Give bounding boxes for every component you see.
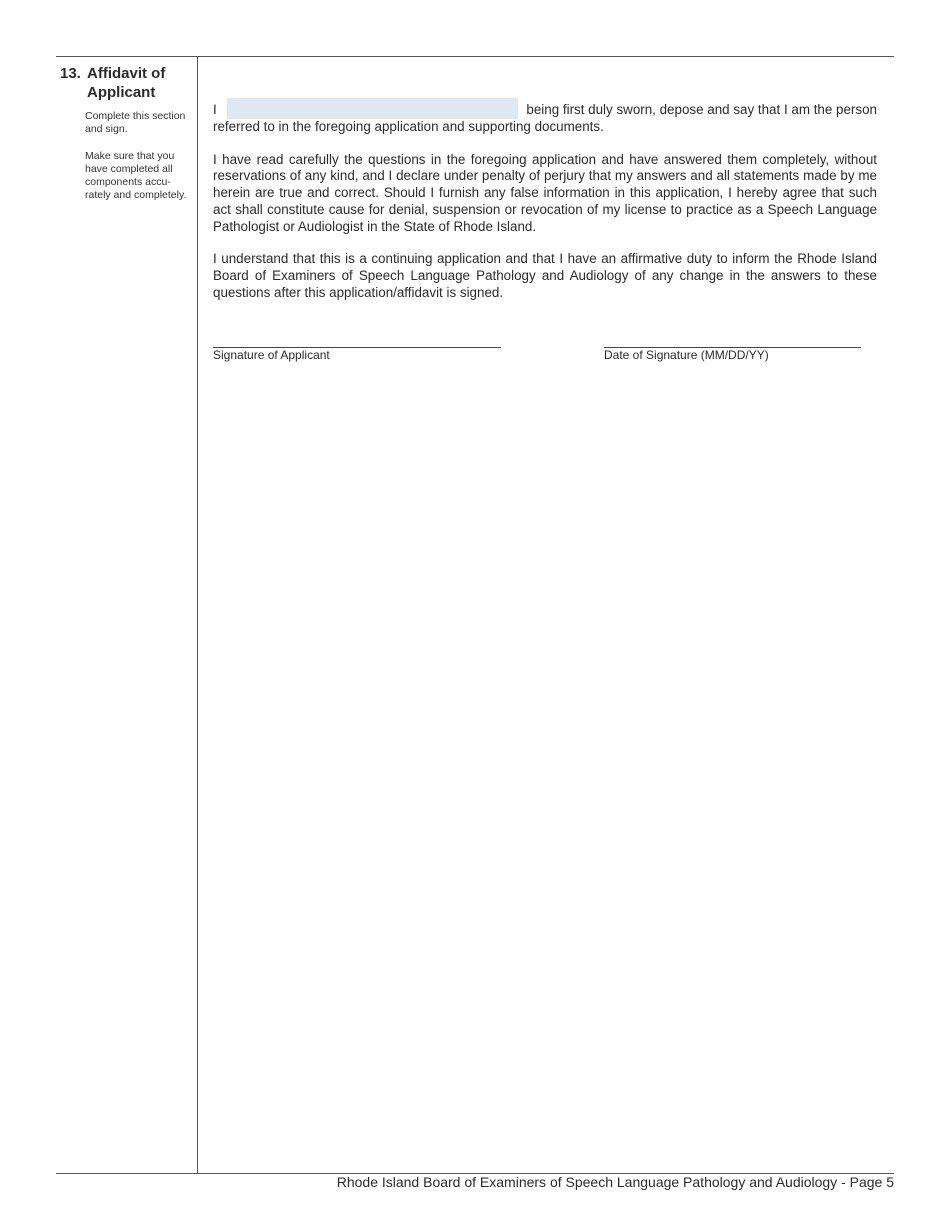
affidavit-oath-line (213, 98, 877, 119)
applicant-signature-label: Signature of Applicant (213, 348, 330, 362)
top-divider (56, 56, 894, 57)
affidavit-paragraph-1 (213, 98, 877, 136)
affidavit-body (213, 98, 877, 301)
page-footer: Rhode Island Board of Examiners of Speech Language Pathology and Audiology - Page 5 (336, 1174, 894, 1190)
section-sidebar (60, 64, 192, 202)
section-title: Affidavit of Applicant (87, 65, 166, 101)
section-heading (60, 64, 192, 102)
instruction-note-sign: Complete this section and sign. (85, 110, 186, 135)
oath-suffix: being first duly sworn, depose and say that I am the person (526, 102, 877, 118)
affidavit-paragraph-3: I understand that this is a continuing application and that I have an affirmative duty to inform the Rhode Island Board of Examiners of Speech Language Pathology and Audiology of any change in the answers to these questions after this application/affidavit is signed. (213, 251, 877, 300)
oath-prefix: I (213, 102, 217, 118)
oath-continuation: referred to in the foregoing application and supporting documents. (213, 119, 604, 134)
column-divider (197, 57, 198, 1174)
section-number: 13. (60, 65, 81, 82)
instruction-note-complete: Make sure that you have completed all components accu- rately and completely. (85, 150, 187, 201)
affidavit-paragraph-2: I have read carefully the questions in the foregoing application and have answered them completely, without reservations of any kind, and I declare under penalty of perjury that my answers and all statements made by me herein are true and correct. Should I furnish any false information in this application, I hereby agree that such act shall constitute cause for denial, suspension or revocation of my license to practice as a Speech Language Pathologist or Audiologist in the State of Rhode Island. (213, 151, 877, 234)
signature-date-label: Date of Signature (MM/DD/YY) (604, 348, 769, 362)
applicant-name-field[interactable] (227, 98, 518, 119)
